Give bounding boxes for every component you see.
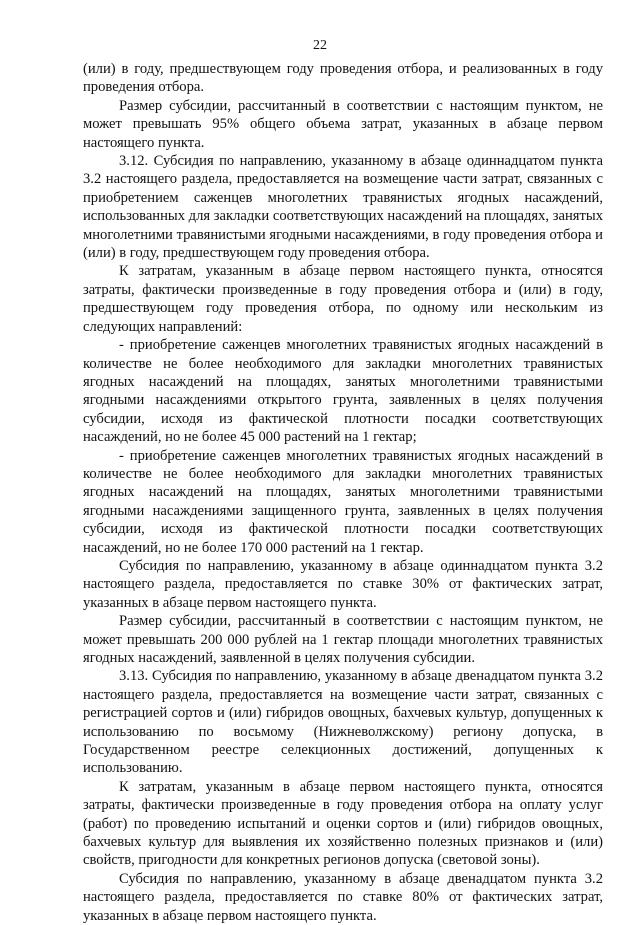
paragraph-4: К затратам, указанным в абзаце первом настоящего пункта, относятся затраты, фактически произведенные в году проведения отбора и (или) в году, предшествующем году проведения отбора, по одному или нескольким из следующих направлений: <box>83 263 603 335</box>
paragraph-6: - приобретение саженцев многолетних травянистых ягодных насаждений в количестве не более необходимого для закладки многолетних травянистых ягодных насаждений на площадях, занятых многолетними травянистыми ягодными насаждениями защищенного грунта, заявленных в целях получения субсидии, исходя из фактической плотности посадки соответствующих насаждений, но не более 170 000 растений на 1 гектар. <box>83 447 603 556</box>
paragraph-3: 3.12. Субсидия по направлению, указанному в абзаце одиннадцатом пункта 3.2 настоящего раздела, предоставляется на возмещение части затрат, связанных с приобретением саженцев многолетних травянистых ягодных насаждений, использованных для закладки соответствующих насаждений на площадях, занятых многолетними травянистыми ягодными насаждениями, в году проведения отбора и (или) в году, предшествующем году проведения отбора. <box>83 153 603 262</box>
document-body <box>83 60 603 925</box>
paragraph-1: (или) в году, предшествующем году проведения отбора, и реализованных в году проведения отбора. <box>83 61 603 96</box>
paragraph-5: - приобретение саженцев многолетних травянистых ягодных насаждений в количестве не более необходимого для закладки многолетних травянистых ягодных насаждений на площадях, занятых многолетними травянистыми ягодными насаждениями открытого грунта, заявленных в целях получения субсидии, исходя из фактической плотности посадки соответствующих насаждений, но не более 45 000 растений на 1 гектар; <box>83 337 603 446</box>
paragraph-8: Размер субсидии, рассчитанный в соответствии с настоящим пунктом, не может превышать 200 000 рублей на 1 гектар площади многолетних травянистых ягодных насаждений, заявленной в целях получения субсидии. <box>83 613 603 666</box>
paragraph-2: Размер субсидии, рассчитанный в соответствии с настоящим пунктом, не может превышать 95% общего объема затрат, указанных в абзаце первом настоящего пункта. <box>83 97 603 151</box>
paragraph-9: 3.13. Субсидия по направлению, указанному в абзаце двенадцатом пункта 3.2 настоящего раздела, предоставляется на возмещение части затрат, связанных с регистрацией сортов и (или) гибридов овощных, бахчевых культур, допущенных к использованию по восьмому (Нижневолжскому) региону допуска, в Государственном реестре селекционных достижений, допущенных к использованию. <box>83 668 603 777</box>
page-number: 22 <box>313 38 327 53</box>
paragraph-10: К затратам, указанным в абзаце первом настоящего пункта, относятся затраты, фактически произведенные в году проведения отбора на оплату услуг (работ) по проведению испытаний и оценки сортов и (или) гибридов овощных, бахчевых культур для выявления их хозяйственно полезных признаков и (или) свойств, пригодности для конкретных регионов допуска (световой зоны). <box>83 778 603 869</box>
paragraph-11: Субсидия по направлению, указанному в абзаце двенадцатом пункта 3.2 настоящего раздела, предоставляется по ставке 80% от фактических затрат, указанных в абзаце первом настоящего пункта. <box>83 870 603 924</box>
paragraph-7: Субсидия по направлению, указанному в абзаце одиннадцатом пункта 3.2 настоящего раздела, предоставляется по ставке 30% от фактических затрат, указанных в абзаце первом настоящего пункта. <box>83 557 603 611</box>
